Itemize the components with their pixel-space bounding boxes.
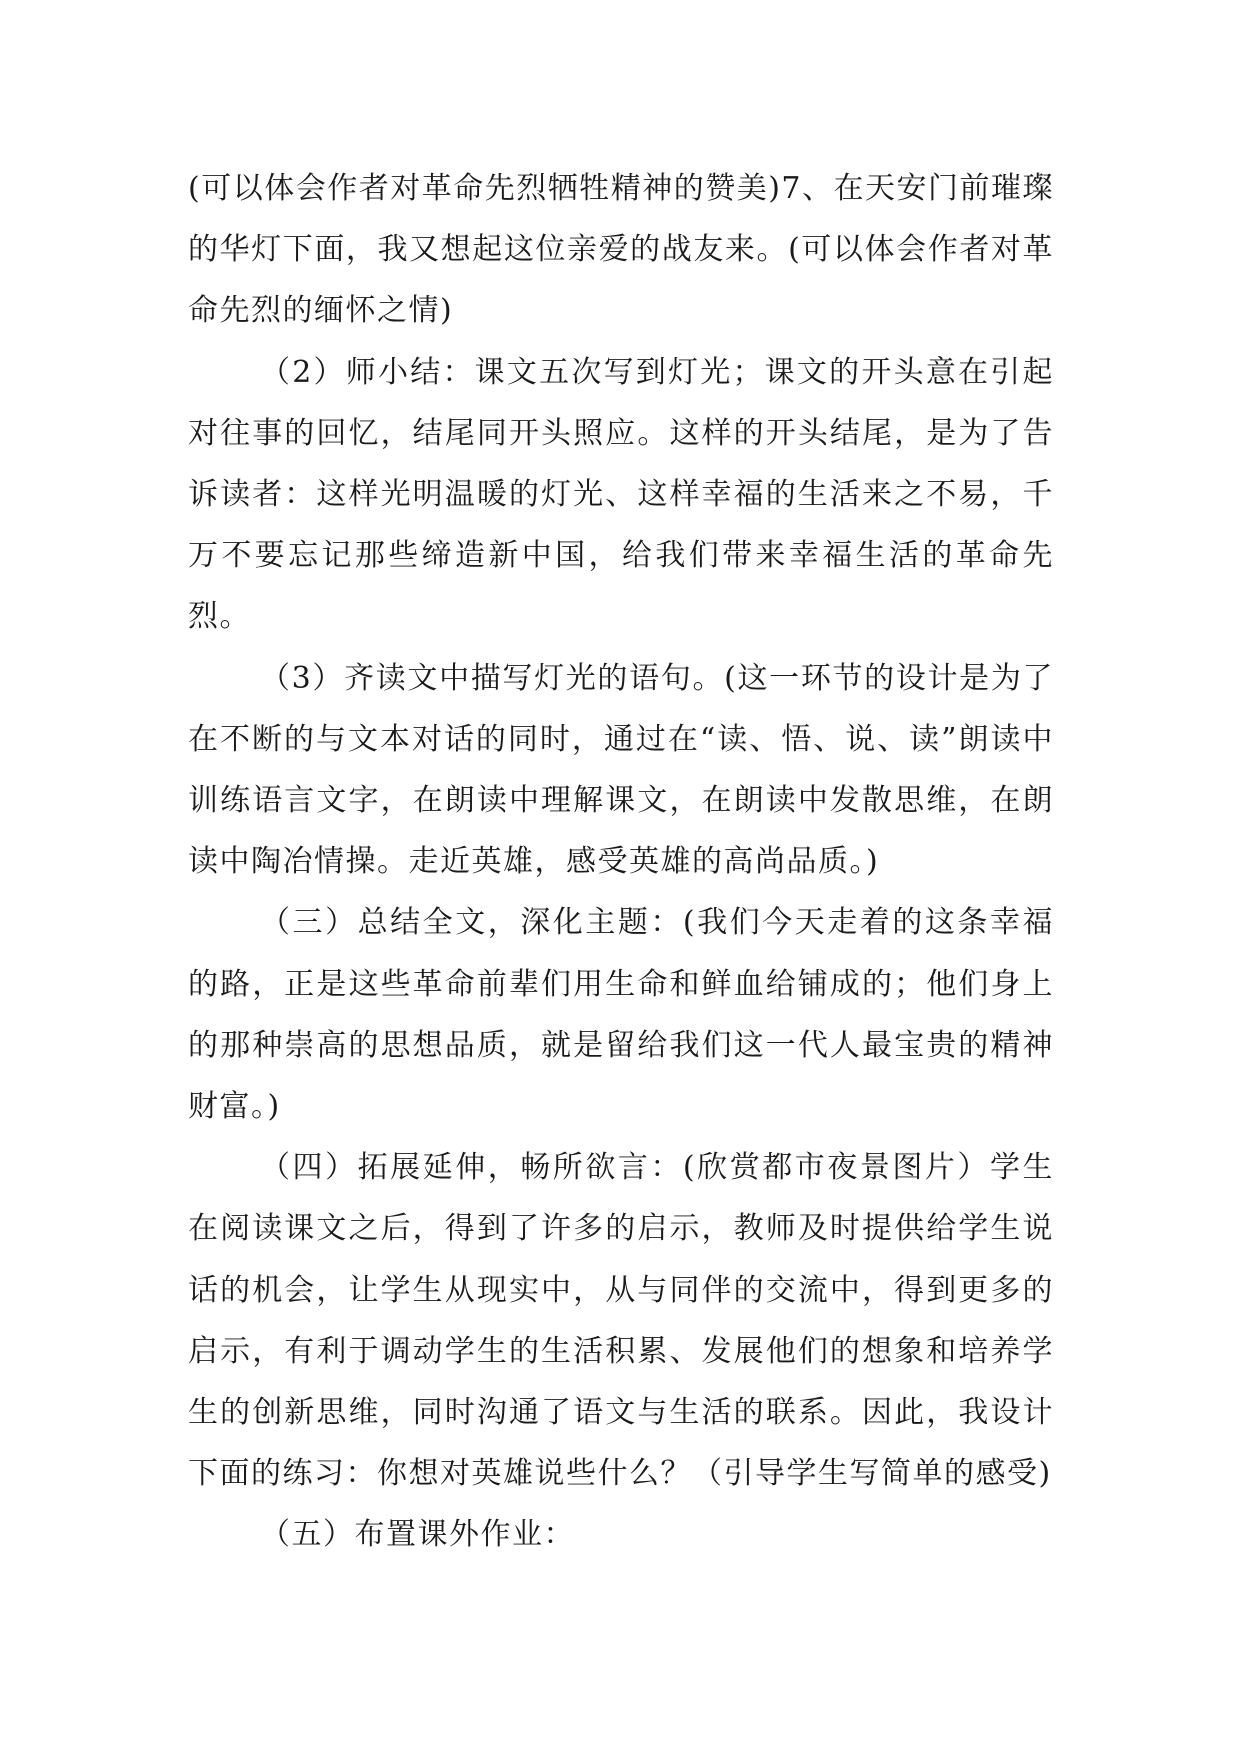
document-body	[188, 158, 1054, 1566]
paragraph: （三）总结全文，深化主题：(我们今天走着的这条幸福的路，正是这些革命前辈们用生命和鲜血给铺成的；他们身上的那种崇高的思想品质，就是留给我们这一代人最宝贵的精神财富。)	[188, 905, 1054, 1125]
paragraph: （2）师小结：课文五次写到灯光；课文的开头意在引起对往事的回忆，结尾同开头照应。这样的开头结尾，是为了告诉读者：这样光明温暖的灯光、这样幸福的生活来之不易，千万不要忘记那些缔造新中国，给我们带来幸福生活的革命先烈。	[188, 354, 1054, 635]
paragraph: （四）拓展延伸，畅所欲言：(欣赏都市夜景图片）学生在阅读课文之后，得到了许多的启示，教师及时提供给学生说话的机会，让学生从现实中，从与同伴的交流中，得到更多的启示，有利于调动学生的生活积累、发展他们的想象和培养学生的创新思维，同时沟通了语文与生活的联系。因此，我设计下面的练习：你想对英雄说些什么？（引导学生写简单的感受)	[188, 1150, 1054, 1492]
paragraph: (可以体会作者对革命先烈牺牲精神的赞美)7、在天安门前璀璨的华灯下面，我又想起这位亲爱的战友来。(可以体会作者对革命先烈的缅怀之情)	[188, 171, 1054, 329]
paragraph: （五）布置课外作业：	[260, 1517, 575, 1553]
paragraph: （3）齐读文中描写灯光的语句。(这一环节的设计是为了在不断的与文本对话的同时，通过在“读、悟、说、读”朗读中训练语言文字，在朗读中理解课文，在朗读中发散思维，在朗读中陶冶情操。走近英雄，感受英雄的高尚品质。)	[188, 660, 1054, 880]
